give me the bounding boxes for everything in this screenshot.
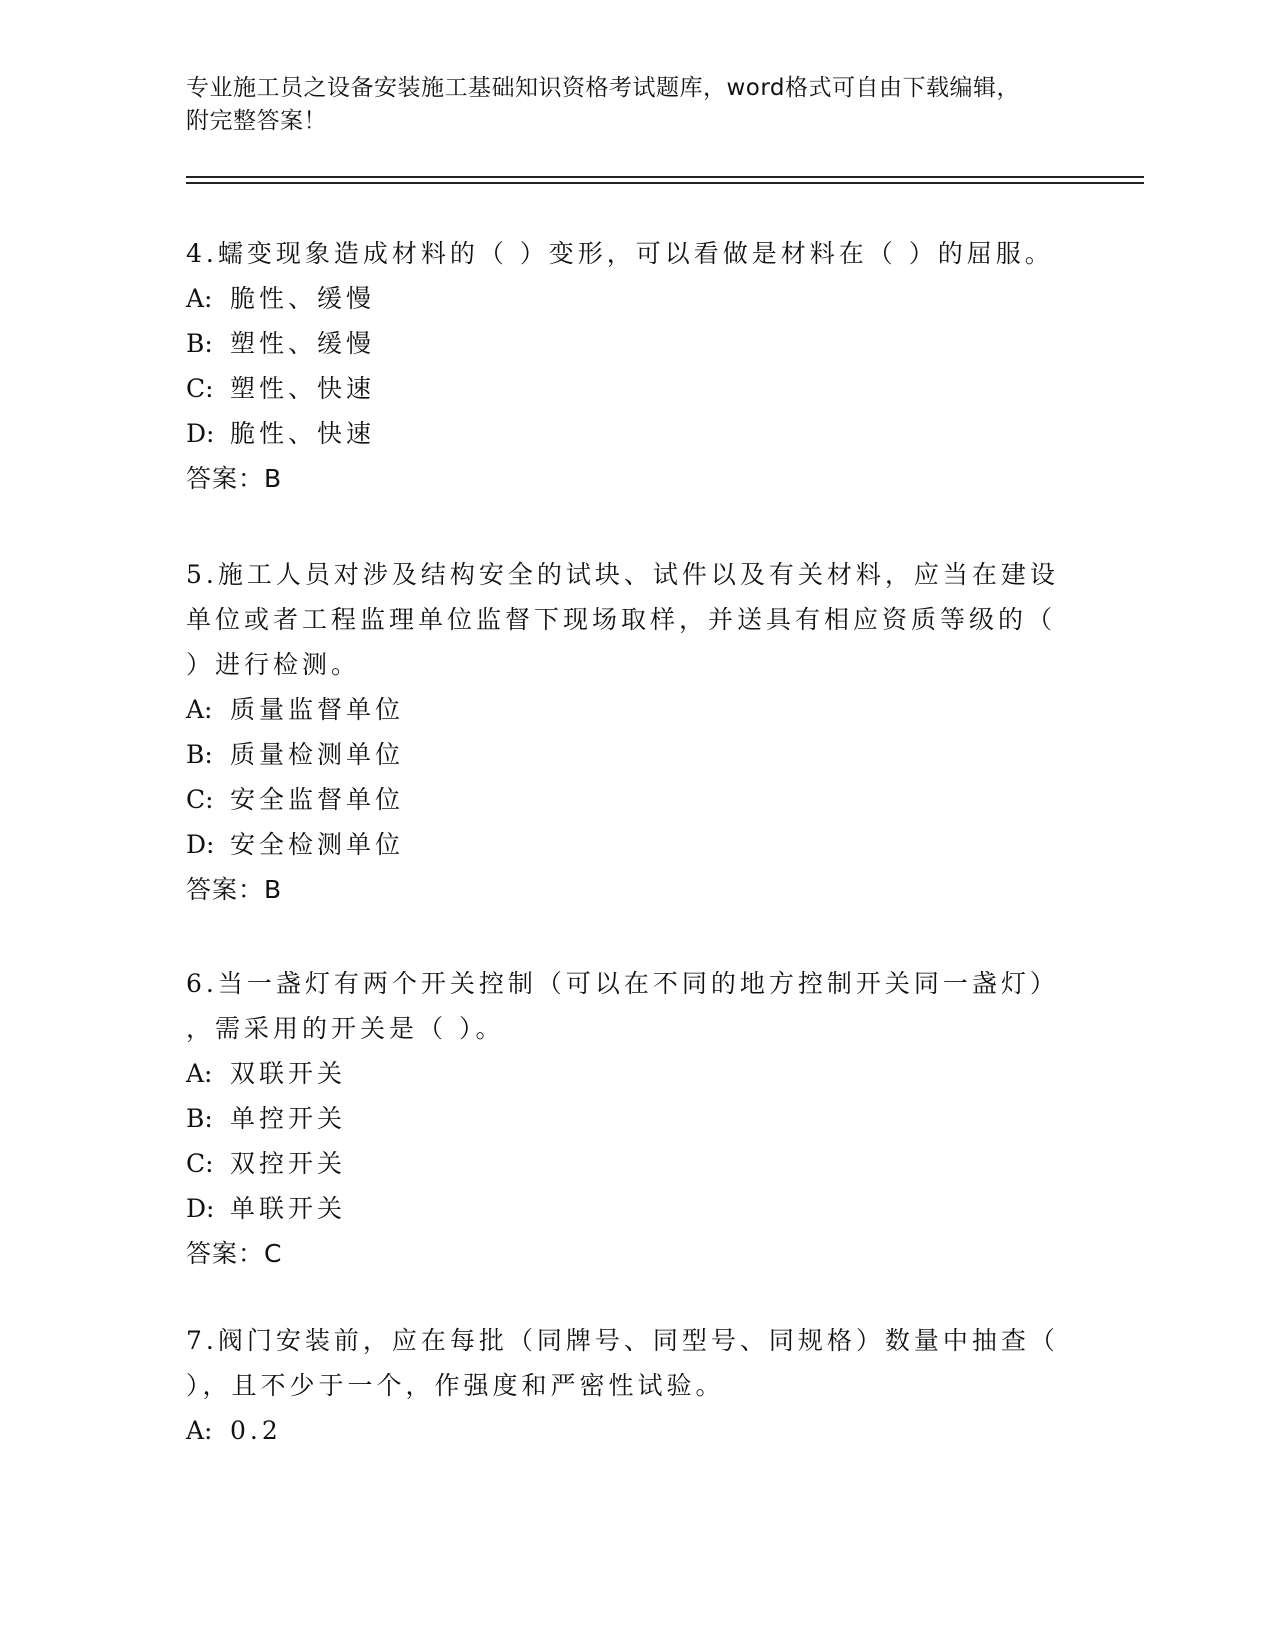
option-key: B: [186, 740, 213, 769]
option-a [186, 1051, 1066, 1096]
option-key: D: [186, 830, 215, 859]
option-text: 单控开关 [230, 1104, 347, 1133]
option-key: C: [186, 1149, 214, 1178]
option-a [186, 276, 1066, 321]
option-c [186, 366, 1066, 411]
option-d [186, 822, 1066, 867]
option-key: C: [186, 785, 214, 814]
question-stem-line-2: ），且不少于一个，作强度和严密性试验。 [186, 1371, 725, 1400]
option-key: D: [186, 1194, 215, 1223]
answer-line: 答案：C [186, 1239, 283, 1268]
header-line-1: 专业施工员之设备安装施工基础知识资格考试题库，word格式可自由下载编辑， [186, 75, 1021, 101]
option-text: 安全监督单位 [230, 785, 405, 814]
option-text: 塑性、缓慢 [230, 329, 376, 358]
question-4 [186, 231, 1066, 501]
question-stem-line-3: ）进行检测。 [186, 650, 361, 679]
option-key: C: [186, 374, 214, 403]
option-c [186, 777, 1066, 822]
option-key: A: [186, 1059, 213, 1088]
option-key: B: [186, 329, 213, 358]
option-key: A: [186, 695, 213, 724]
option-key: B: [186, 1104, 213, 1133]
option-text: 双控开关 [230, 1149, 347, 1178]
question-7 [186, 1318, 1066, 1453]
header-line-2: 附完整答案！ [186, 108, 327, 134]
question-5 [186, 552, 1066, 912]
option-key: D: [186, 419, 215, 448]
question-stem-line-1: 6.当一盏灯有两个开关控制（可以在不同的地方控制开关同一盏灯） [186, 969, 1059, 998]
question-stem: 4.蠕变现象造成材料的（ ）变形，可以看做是材料在（ ）的屈服。 [186, 239, 1054, 268]
question-stem-line-2: ，需采用的开关是（ ）。 [186, 1014, 505, 1043]
option-d [186, 1186, 1066, 1231]
option-c [186, 1141, 1066, 1186]
question-stem-line-1: 7.阀门安装前，应在每批（同牌号、同型号、同规格）数量中抽查（ [186, 1326, 1059, 1355]
answer-line: 答案：B [186, 875, 283, 904]
answer-line: 答案：B [186, 464, 283, 493]
option-text: 塑性、快速 [230, 374, 376, 403]
option-key: A: [186, 1416, 213, 1445]
option-text: 质量监督单位 [230, 695, 405, 724]
header-divider-top [186, 176, 1144, 178]
option-text: 双联开关 [230, 1059, 347, 1088]
option-b [186, 732, 1066, 777]
option-text: 质量检测单位 [230, 740, 405, 769]
question-6 [186, 961, 1066, 1276]
document-header [186, 72, 1066, 138]
option-key: A: [186, 284, 213, 313]
question-stem-line-2: 单位或者工程监理单位监督下现场取样，并送具有相应资质等级的（ [186, 605, 1057, 634]
option-b [186, 321, 1066, 366]
option-text: 单联开关 [230, 1194, 347, 1223]
option-text: 脆性、缓慢 [230, 284, 376, 313]
option-a [186, 1408, 1066, 1453]
option-text: 0.2 [230, 1416, 282, 1445]
question-stem-line-1: 5.施工人员对涉及结构安全的试块、试件以及有关材料，应当在建设 [186, 560, 1059, 589]
option-a [186, 687, 1066, 732]
header-divider-bottom [186, 182, 1144, 184]
option-text: 脆性、快速 [230, 419, 376, 448]
option-d [186, 411, 1066, 456]
option-text: 安全检测单位 [230, 830, 405, 859]
option-b [186, 1096, 1066, 1141]
